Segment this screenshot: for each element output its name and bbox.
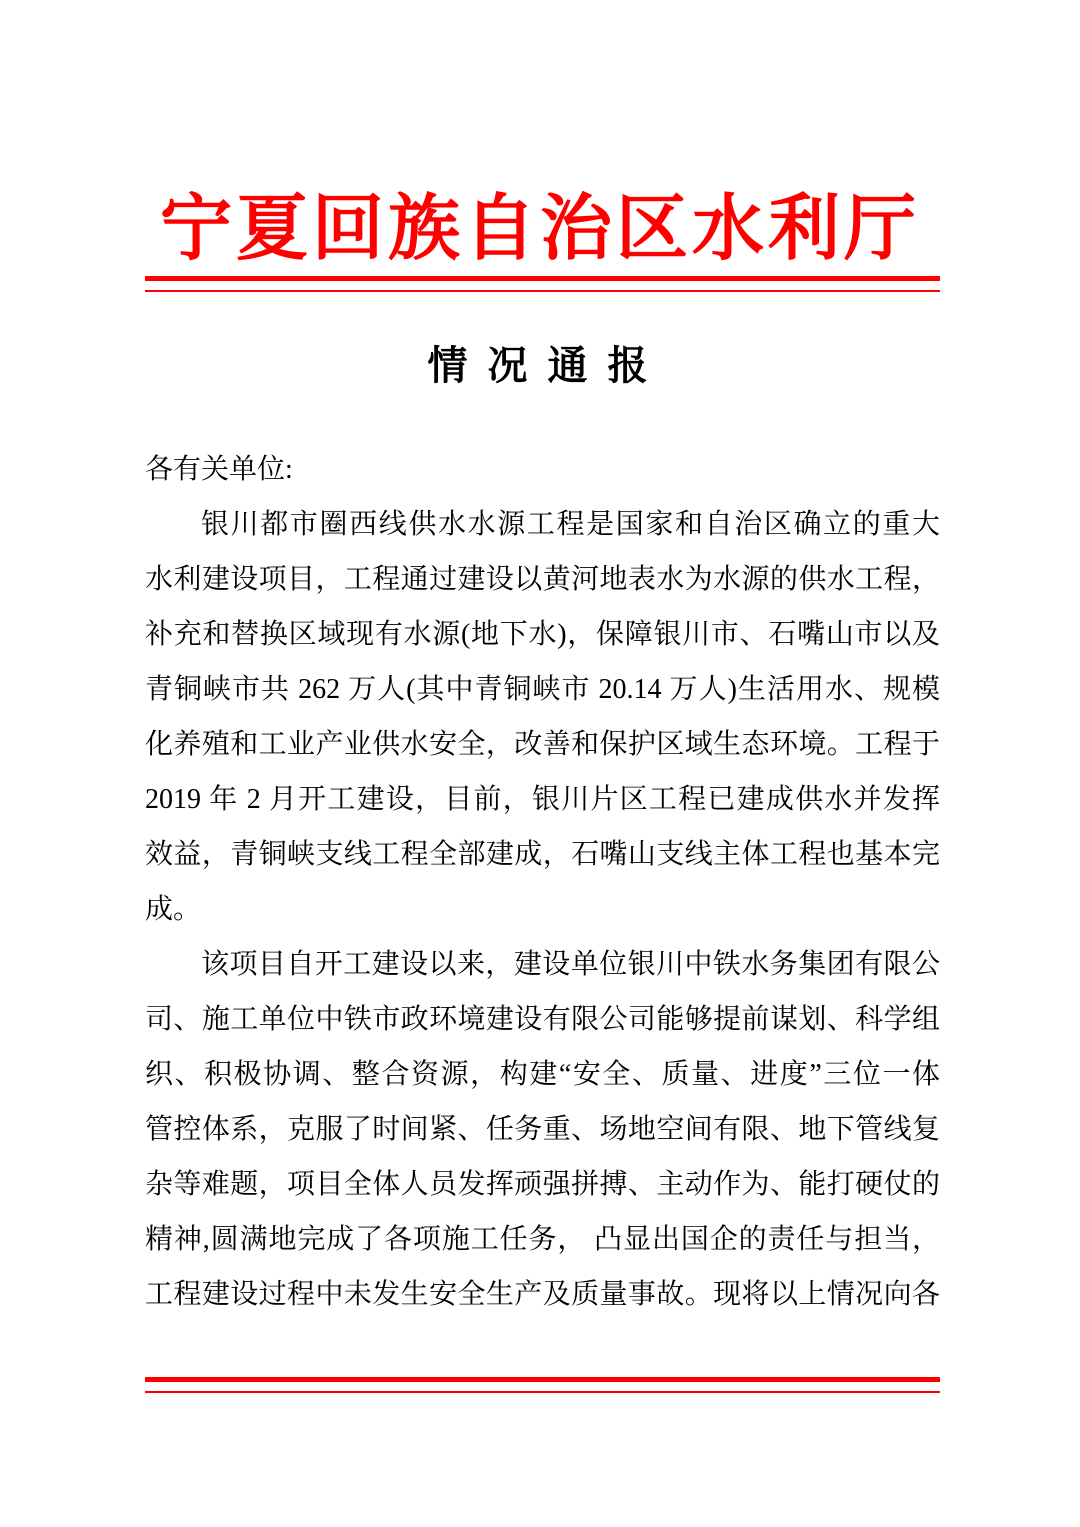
body-line: 银川都市圈西线供水水源工程是国家和自治区确立的重大 <box>201 509 940 540</box>
body-line: 效益，青铜峡支线工程全部建成，石嘴山支线主体工程也基本完 <box>145 839 940 870</box>
body-line: 水利建设项目，工程通过建设以黄河地表水为水源的供水工程， <box>145 564 940 595</box>
body-line: 精神,圆满地完成了各项施工任务， 凸显出国企的责任与担当， <box>145 1224 940 1255</box>
body-line: 杂等难题，项目全体人员发挥顽强拼搏、主动作为、能打硬仗的 <box>145 1169 940 1200</box>
agency-name: 宁夏回族自治区水利厅 <box>159 189 920 269</box>
doc-title: 情 况 通 报 <box>427 343 653 388</box>
body-line: 青铜峡市共 262 万人(其中青铜峡市 20.14 万人)生活用水、规模 <box>145 674 940 705</box>
header-divider-thick-line <box>145 276 940 281</box>
body-line: 该项目自开工建设以来，建设单位银川中铁水务集团有限公 <box>201 949 940 980</box>
footer-divider-thick-line <box>145 1377 940 1382</box>
body-line: 补充和替换区域现有水源(地下水)，保障银川市、石嘴山市以及 <box>145 619 940 650</box>
body-line: 成。 <box>145 894 202 925</box>
body-line: 2019 年 2 月开工建设，目前，银川片区工程已建成供水并发挥 <box>145 784 940 815</box>
salutation-line: 各有关单位: <box>145 454 293 485</box>
body-line: 工程建设过程中未发生安全生产及质量事故。现将以上情况向各 <box>145 1279 940 1310</box>
body-line: 管控体系，克服了时间紧、任务重、场地空间有限、地下管线复 <box>145 1114 940 1145</box>
header-divider <box>145 276 940 292</box>
footer-divider <box>145 1377 940 1393</box>
body-line: 司、施工单位中铁市政环境建设有限公司能够提前谋划、科学组 <box>145 1004 940 1035</box>
footer-divider-thin-line <box>145 1391 940 1393</box>
header-divider-thin-line <box>145 290 940 292</box>
body-line: 织、积极协调、整合资源，构建“安全、质量、进度”三位一体 <box>145 1059 940 1090</box>
body-text <box>145 442 940 1322</box>
body-line: 化养殖和工业产业供水安全，改善和保护区域生态环境。工程于 <box>145 729 940 760</box>
